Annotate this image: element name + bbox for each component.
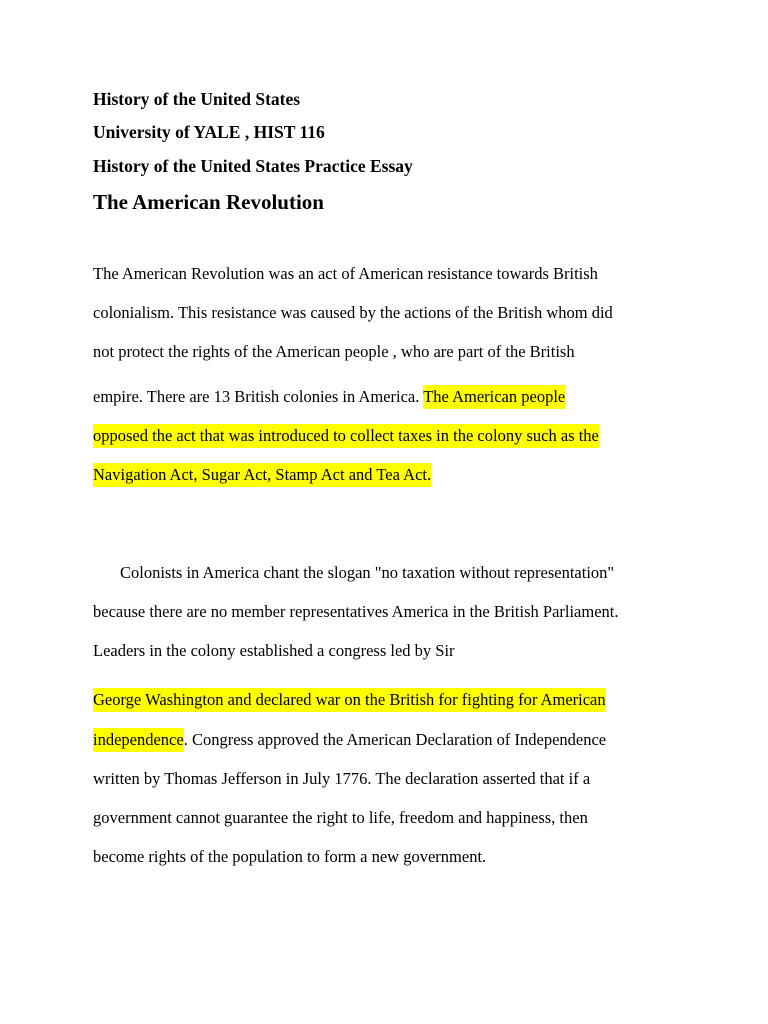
paragraph3-line2 <box>93 732 606 749</box>
paragraph1-line1: The American Revolution was an act of American resistance towards British <box>93 264 598 283</box>
paragraph3-line1 <box>93 692 606 709</box>
essay-title: The American Revolution <box>93 190 324 214</box>
paragraph2-line2: because there are no member representatives America in the British Parliament. <box>93 602 619 621</box>
paragraph3-line5: become rights of the population to form a new government. <box>93 847 487 866</box>
highlighted-text: independence <box>93 728 184 752</box>
paragraph3-line4: government cannot guarantee the right to life, freedom and happiness, then <box>93 808 588 827</box>
paragraph3-line3: written by Thomas Jefferson in July 1776. The declaration asserted that if a <box>93 769 591 788</box>
essay-type-heading: History of the United States Practice Essay <box>93 156 413 176</box>
paragraph2-line3: Leaders in the colony established a congress led by Sir <box>93 641 455 660</box>
highlighted-text: The American people <box>423 385 565 409</box>
highlighted-text: opposed the act that was introduced to collect taxes in the colony such as the <box>93 424 599 448</box>
paragraph1-line2: colonialism. This resistance was caused by the actions of the British whom did <box>93 303 613 322</box>
paragraph3-line2-text: . Congress approved the American Declaration of Independence <box>183 730 607 749</box>
highlighted-text: Navigation Act, Sugar Act, Stamp Act and Tea Act. <box>93 463 431 487</box>
paragraph1-line3: not protect the rights of the American people , who are part of the British <box>93 342 575 361</box>
paragraph1-line6 <box>93 467 431 484</box>
paragraph1-line4-text: empire. There are 13 British colonies in America. <box>93 387 424 406</box>
paragraph1-line4 <box>93 389 565 406</box>
course-university-heading: University of YALE , HIST 116 <box>93 122 325 142</box>
paragraph2-line1: Colonists in America chant the slogan "no taxation without representation" <box>120 563 615 582</box>
paragraph1-line5 <box>93 428 599 445</box>
highlighted-text: George Washington and declared war on the British for fighting for American <box>93 688 606 712</box>
course-subject-heading: History of the United States <box>93 89 301 109</box>
